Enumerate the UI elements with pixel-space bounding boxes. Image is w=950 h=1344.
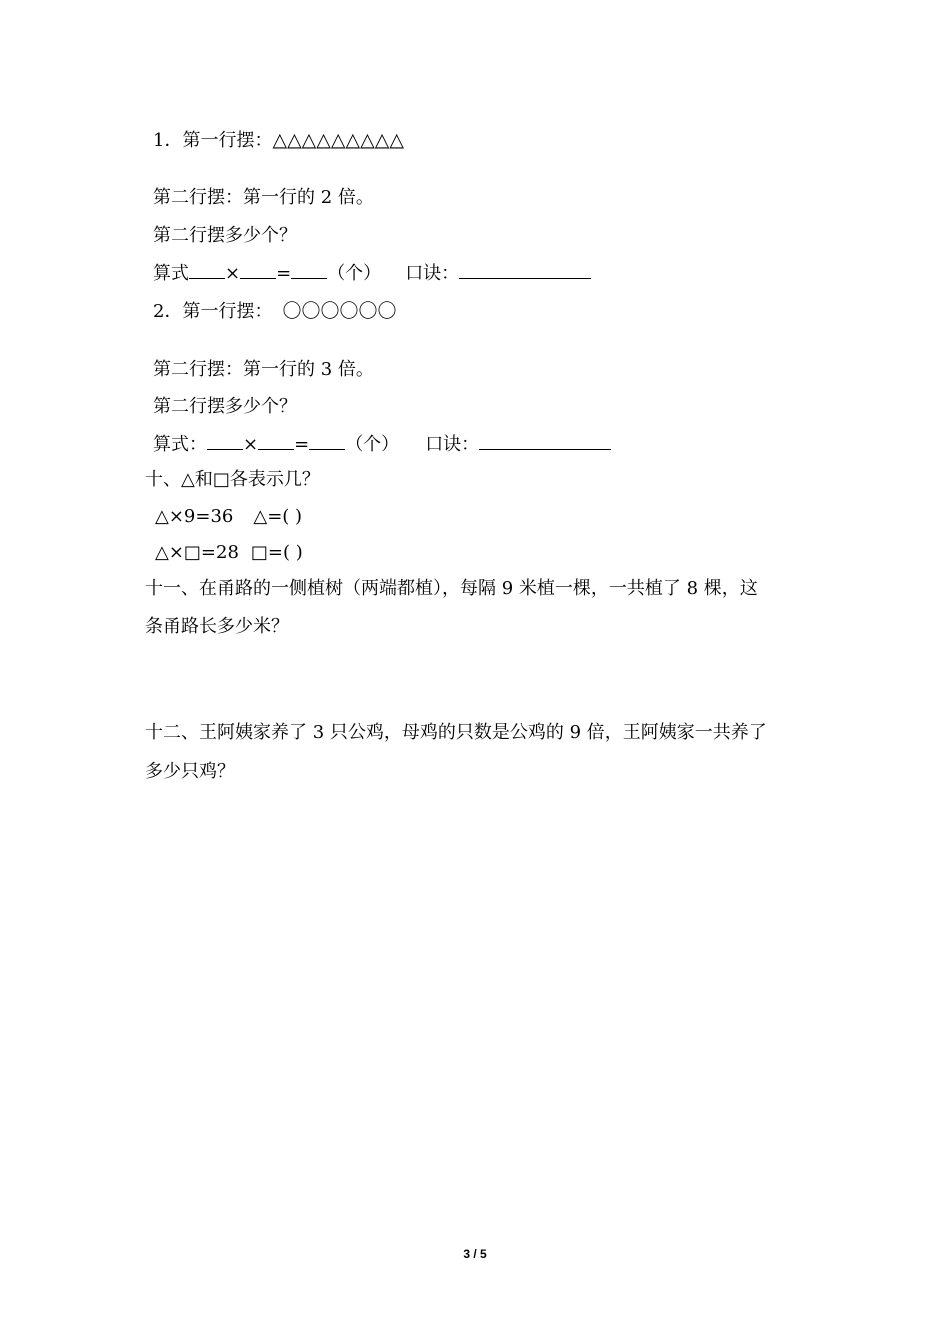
q2-unit: （个） xyxy=(345,434,400,455)
q1-row1 xyxy=(153,128,404,153)
q1-question: 第二行摆多少个？ xyxy=(153,225,297,246)
q2-blank-result[interactable] xyxy=(309,431,345,450)
q2-formula-label: 算式： xyxy=(153,434,207,455)
q1-row1-label: 1．第一行摆： xyxy=(153,130,273,151)
q1-rhyme-blank[interactable] xyxy=(459,260,591,279)
q1-formula-label: 算式 xyxy=(153,263,189,284)
q2-blank-b[interactable] xyxy=(258,431,294,450)
q2-blank-a[interactable] xyxy=(207,431,243,450)
q2-rhyme-blank[interactable] xyxy=(479,431,611,450)
s10-ans2[interactable]: □=( ) xyxy=(250,542,303,563)
circle-row-icons: 〇〇〇〇〇〇 xyxy=(282,300,397,322)
q2-question: 第二行摆多少个？ xyxy=(153,396,297,417)
q1-blank-a[interactable] xyxy=(189,260,225,279)
q2-rhyme-label: 口诀： xyxy=(425,434,480,455)
q2-formula xyxy=(153,431,611,457)
s12-line2: 多少只鸡？ xyxy=(145,761,235,782)
s10-title: 十、△和□各表示几？ xyxy=(145,469,320,490)
q1-formula xyxy=(153,260,591,286)
q1-blank-b[interactable] xyxy=(240,260,276,279)
q1-unit: （个） xyxy=(327,263,382,284)
s11-line1: 十一、在甬路的一侧植树（两端都植），每隔 9 米植一棵，一共植了 8 棵，这 xyxy=(145,578,758,599)
s10-row2 xyxy=(155,541,303,565)
q2-equals: = xyxy=(294,434,310,455)
s10-eq1: △×9=36 xyxy=(155,506,234,527)
s12-line1: 十二、王阿姨家养了 3 只公鸡，母鸡的只数是公鸡的 9 倍，王阿姨家一共养了 xyxy=(145,722,767,743)
s10-ans1[interactable]: △=( ) xyxy=(253,506,303,527)
s10-eq2: △×□=28 xyxy=(155,542,239,563)
s10-row1 xyxy=(155,505,302,529)
q2-row1-label: 2．第一行摆： xyxy=(153,301,273,322)
q1-row2: 第二行摆：第一行的 2 倍。 xyxy=(153,187,374,208)
q1-equals: = xyxy=(276,263,292,284)
q1-blank-result[interactable] xyxy=(291,260,327,279)
q1-rhyme-label: 口诀： xyxy=(405,263,460,284)
q2-times: × xyxy=(243,434,259,455)
q2-row2: 第二行摆：第一行的 3 倍。 xyxy=(153,359,374,380)
q1-times: × xyxy=(225,263,241,284)
q2-row1 xyxy=(153,299,396,324)
s11-line2: 条甬路长多少米？ xyxy=(145,616,289,637)
page-number: 3 / 5 xyxy=(463,1247,487,1261)
triangle-row-icons: △△△△△△△△△ xyxy=(272,129,404,151)
